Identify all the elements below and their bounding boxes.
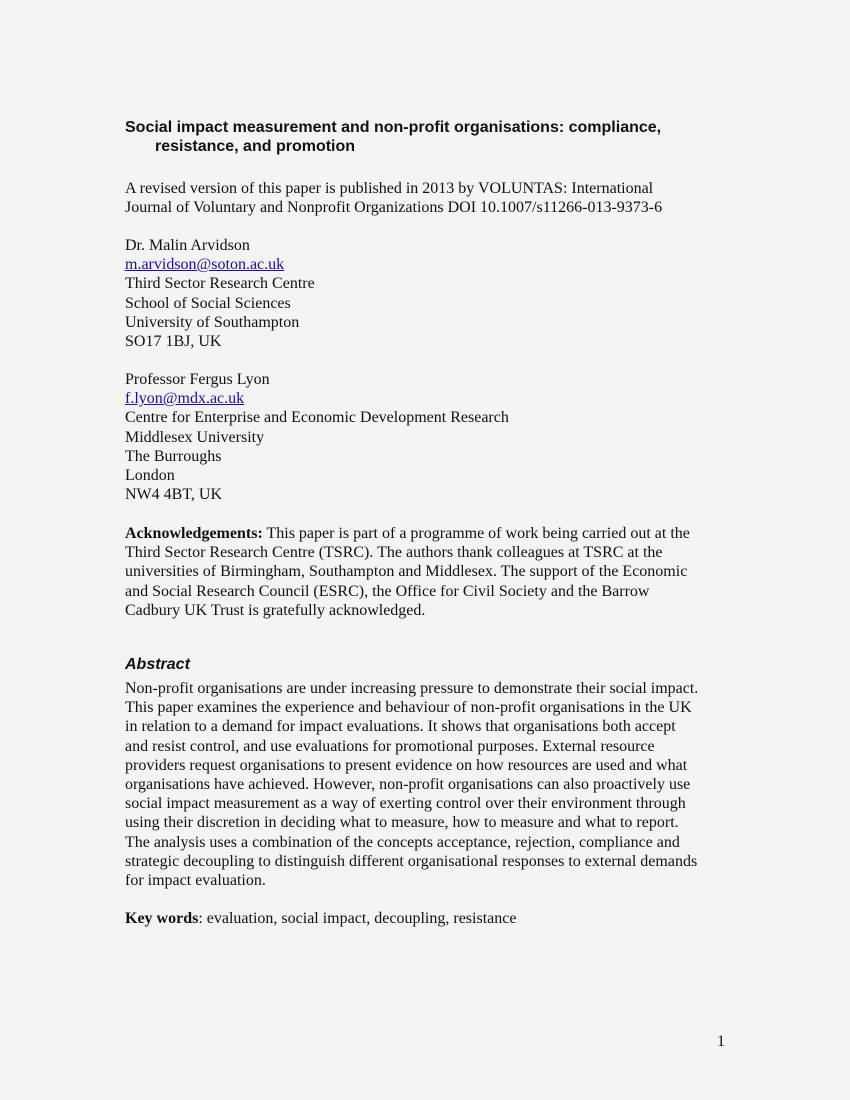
acknowledgements-label: Acknowledgements: <box>125 525 263 542</box>
author-2-address-line: Middlesex University <box>125 428 265 446</box>
abstract-line: for impact evaluation. <box>125 872 266 890</box>
abstract-line: social impact measurement as a way of exerting control over their environment through <box>125 795 686 813</box>
abstract-line: Non-profit organisations are under increasing pressure to demonstrate their social impact. <box>125 680 699 697</box>
acknowledgements-text: universities of Birmingham, Southampton and Middlesex. The support of the Economic <box>125 563 688 581</box>
author-1-address-line: School of Social Sciences <box>125 294 291 312</box>
keywords <box>125 909 735 928</box>
acknowledgements-text: This paper is part of a programme of work being carried out at the <box>262 525 690 542</box>
author-1-address-line: SO17 1BJ, UK <box>125 333 222 351</box>
revision-note-line: Journal of Voluntary and Nonprofit Organizations DOI 10.1007/s11266-013-9373-6 <box>125 199 663 217</box>
author-2-email-link[interactable]: f.lyon@mdx.ac.uk <box>125 390 245 408</box>
author-1-email-link[interactable]: m.arvidson@soton.ac.uk <box>125 256 285 274</box>
author-2-address-line: The Burroughs <box>125 447 222 465</box>
author-2-address-line: Centre for Enterprise and Economic Development Research <box>125 409 509 427</box>
author-2-address-line: NW4 4BT, UK <box>125 486 223 504</box>
abstract-heading: Abstract <box>125 656 190 673</box>
author-1-block <box>125 236 735 351</box>
acknowledgements-text: Third Sector Research Centre (TSRC). The authors thank colleagues at TSRC at the <box>125 544 663 562</box>
author-2-block <box>125 370 735 504</box>
paper-title <box>125 118 725 156</box>
revision-note-line: A revised version of this paper is published in 2013 by VOLUNTAS: International <box>125 180 654 197</box>
abstract-text <box>125 679 735 890</box>
abstract-line: and resist control, and use evaluations for promotional purposes. External resource <box>125 737 655 755</box>
abstract-line: organisations have achieved. However, non-profit organisations can also proactively use <box>125 776 691 794</box>
keywords-label: Key words <box>125 910 199 927</box>
author-2-address-line: London <box>125 467 175 485</box>
abstract-line: in relation to a demand for impact evaluations. It shows that organisations both accept <box>125 718 676 736</box>
revision-note <box>125 179 735 217</box>
abstract-line: This paper examines the experience and behaviour of non-profit organisations in the UK <box>125 699 692 717</box>
author-1-name: Dr. Malin Arvidson <box>125 237 250 254</box>
abstract-line: using their discretion in deciding what to measure, how to measure and what to report. <box>125 814 679 832</box>
author-2-name: Professor Fergus Lyon <box>125 371 270 388</box>
author-1-address-line: Third Sector Research Centre <box>125 275 315 293</box>
abstract-line: The analysis uses a combination of the concepts acceptance, rejection, compliance and <box>125 833 680 851</box>
acknowledgements <box>125 524 735 620</box>
title-line-2: resistance, and promotion <box>155 138 356 155</box>
abstract-line: strategic decoupling to distinguish different organisational responses to external demands <box>125 852 698 870</box>
acknowledgements-text: and Social Research Council (ESRC), the Office for Civil Society and the Barrow <box>125 582 650 600</box>
author-1-address-line: University of Southampton <box>125 313 300 331</box>
keywords-text: : evaluation, social impact, decoupling, resistance <box>198 910 517 927</box>
acknowledgements-text: Cadbury UK Trust is gratefully acknowledged. <box>125 601 426 619</box>
abstract-line: providers request organisations to present evidence on how resources are used and what <box>125 756 688 774</box>
title-line-1: Social impact measurement and non-profit organisations: compliance, <box>125 119 662 136</box>
page-number: 1 <box>717 1033 725 1050</box>
